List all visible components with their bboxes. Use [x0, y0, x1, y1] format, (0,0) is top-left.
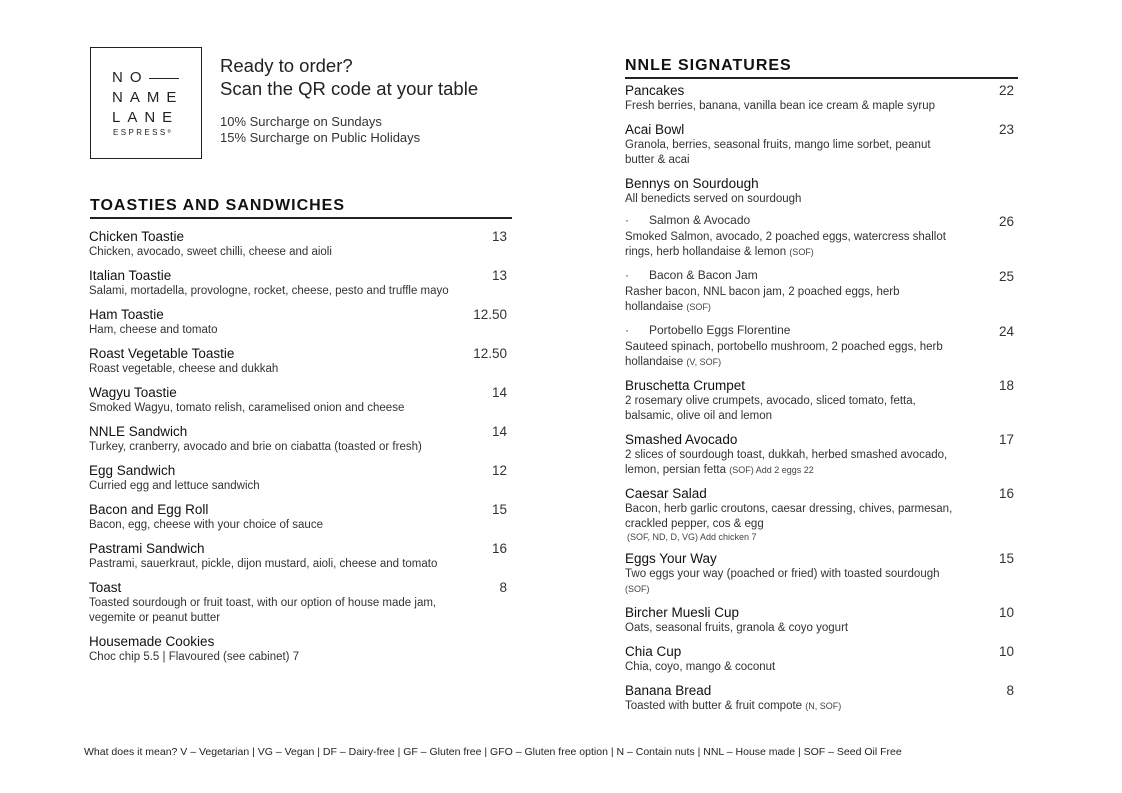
item-name: Bruschetta Crumpet [625, 378, 746, 393]
menu-item-banana-bread [625, 683, 1014, 714]
desc-text: Two eggs your way (poached or fried) with toasted sourdough [625, 568, 940, 580]
item-price: 10 [998, 644, 1014, 659]
item-price: 14 [491, 385, 507, 400]
diet-tag: (SOF) Add 2 eggs 22 [729, 465, 814, 475]
item-price: 12.50 [473, 346, 507, 361]
intro [220, 54, 478, 146]
item-price: 16 [998, 486, 1014, 501]
menu-item [89, 346, 507, 377]
item-desc: Oats, seasonal fruits, granola & coyo yogurt [625, 622, 849, 634]
item-desc: Fresh berries, banana, vanilla bean ice cream & maple syrup [625, 100, 936, 112]
item-desc: Salami, mortadella, provologne, rocket, cheese, pesto and truffle mayo [89, 285, 449, 297]
item-price: 15 [491, 502, 507, 517]
item-desc: Roast vegetable, cheese and dukkah [89, 363, 279, 375]
item-price: 23 [998, 122, 1014, 137]
menu-item [89, 424, 507, 455]
signatures-list [625, 83, 1014, 722]
surcharges [220, 114, 478, 146]
benny-portobello [625, 323, 1014, 370]
item-desc: Pastrami, sauerkraut, pickle, dijon mustard, aioli, cheese and tomato [89, 558, 438, 570]
item-price: 17 [998, 432, 1014, 447]
menu-item [89, 268, 507, 299]
item-name: Chia Cup [625, 644, 682, 659]
logo [90, 47, 202, 159]
item-name: Banana Bread [625, 683, 712, 698]
menu-item-bennys [625, 176, 1014, 207]
item-price: 8 [1006, 683, 1014, 698]
diet-note: (SOF, ND, D, VG) Add chicken 7 [627, 532, 757, 542]
desc-text: Rasher bacon, NNL bacon jam, 2 poached eggs, herb hollandaise [625, 286, 900, 313]
menu-item [89, 541, 507, 572]
item-name: Wagyu Toastie [89, 385, 177, 400]
logo-dash [149, 78, 179, 79]
item-desc: Smoked Wagyu, tomato relish, caramelised onion and cheese [89, 402, 405, 414]
bullet: · [625, 268, 629, 282]
item-name: Acai Bowl [625, 122, 685, 137]
item-desc [625, 340, 955, 370]
item-name: Bircher Muesli Cup [625, 605, 740, 620]
diet-tag: (SOF) [686, 302, 711, 312]
item-desc: Ham, cheese and tomato [89, 324, 218, 336]
item-name: Caesar Salad [625, 486, 707, 501]
benny-salmon-avocado [625, 213, 1014, 260]
intro-line-2: Scan the QR code at your table [220, 78, 479, 99]
logo-line-4: ESPRESSº [113, 128, 173, 137]
menu-item [89, 385, 507, 416]
sub-name: Bacon & Bacon Jam [649, 268, 758, 282]
item-desc: 2 rosemary olive crumpets, avocado, sliced tomato, fetta, balsamic, olive oil and lemon [625, 395, 916, 422]
toasties-list [89, 229, 507, 673]
item-name: Italian Toastie [89, 268, 172, 283]
logo-line-3: LANE [112, 109, 180, 126]
bullet: · [625, 323, 629, 337]
item-price: 16 [491, 541, 507, 556]
menu-item [89, 307, 507, 338]
signatures-section-title: NNLE SIGNATURES [625, 57, 1018, 79]
item-name: Housemade Cookies [89, 634, 215, 649]
item-price: 22 [998, 83, 1014, 98]
item-name: Chicken Toastie [89, 229, 185, 244]
diet-tag: (SOF) [625, 584, 650, 594]
item-price: 18 [998, 378, 1014, 393]
desc-text: Sauteed spinach, portobello mushroom, 2 poached eggs, herb hollandaise [625, 341, 943, 368]
item-desc [625, 567, 955, 597]
menu-item [89, 229, 507, 260]
item-price: 10 [998, 605, 1014, 620]
menu-item [89, 634, 507, 665]
item-desc: Bacon, herb garlic croutons, caesar dressing, chives, parmesan, crackled pepper, cos & egg [625, 503, 953, 530]
menu-item-smashed-avocado [625, 432, 1014, 478]
item-price: 12 [491, 463, 507, 478]
item-name: Smashed Avocado [625, 432, 738, 447]
menu-item-pancakes [625, 83, 1014, 114]
item-desc: Chia, coyo, mango & coconut [625, 661, 776, 673]
item-price: 26 [998, 214, 1014, 229]
item-name: Roast Vegetable Toastie [89, 346, 235, 361]
item-desc [625, 448, 955, 478]
sub-name: Salmon & Avocado [649, 213, 751, 227]
item-price: 25 [998, 269, 1014, 284]
desc-text: Smoked Salmon, avocado, 2 poached eggs, watercress shallot rings, herb hollandaise & lemon [625, 231, 946, 258]
surcharge-sundays: 10% Surcharge on Sundays [220, 114, 382, 129]
item-desc: Granola, berries, seasonal fruits, mango lime sorbet, peanut butter & acai [625, 139, 931, 166]
item-name: Bacon and Egg Roll [89, 502, 209, 517]
benny-bacon-jam [625, 268, 1014, 315]
item-name: Bennys on Sourdough [625, 176, 759, 191]
item-name: NNLE Sandwich [89, 424, 188, 439]
item-desc: Chicken, avocado, sweet chilli, cheese and aioli [89, 246, 332, 258]
sub-name: Portobello Eggs Florentine [649, 323, 791, 337]
toasties-section-title: TOASTIES AND SANDWICHES [90, 197, 512, 219]
intro-line-1: Ready to order? [220, 55, 353, 76]
bullet: · [625, 213, 629, 227]
diet-tag: (SOF) [789, 247, 814, 257]
desc-text: Toasted with butter & fruit compote [625, 700, 803, 712]
dietary-legend: What does it mean? V – Vegetarian | VG – Vegan | DF – Dairy-free | GF – Gluten free | GFO – Gluten free option | N – Contain nuts | NNL – House made | SOF – Seed Oil Free [84, 746, 902, 758]
item-name: Egg Sandwich [89, 463, 176, 478]
menu-item-bruschetta [625, 378, 1014, 424]
item-price: 13 [491, 268, 507, 283]
item-desc: All benedicts served on sourdough [625, 193, 802, 205]
logo-line-2: NAME [112, 89, 184, 106]
item-name: Ham Toastie [89, 307, 164, 322]
item-name: Pastrami Sandwich [89, 541, 205, 556]
item-desc [625, 230, 955, 260]
menu-item [89, 502, 507, 533]
item-desc: Turkey, cranberry, avocado and brie on ciabatta (toasted or fresh) [89, 441, 422, 453]
item-name: Toast [89, 580, 122, 595]
item-price: 15 [998, 551, 1014, 566]
menu-item [89, 463, 507, 494]
item-desc [625, 699, 955, 714]
item-desc: Choc chip 5.5 | Flavoured (see cabinet) 7 [89, 651, 300, 663]
item-price: 14 [491, 424, 507, 439]
item-desc: Toasted sourdough or fruit toast, with our option of house made jam, vegemite or peanut butter [89, 597, 437, 624]
item-price: 24 [998, 324, 1014, 339]
menu-item-acai [625, 122, 1014, 168]
diet-tag: (N, SOF) [805, 701, 842, 711]
item-price: 13 [491, 229, 507, 244]
item-price: 8 [499, 580, 507, 595]
menu-item-bircher [625, 605, 1014, 636]
diet-tag: (V, SOF) [686, 357, 722, 367]
desc-text: 2 slices of sourdough toast, dukkah, herbed smashed avocado, lemon, persian fetta [625, 449, 948, 476]
menu-item-caesar [625, 486, 1014, 543]
item-desc: Bacon, egg, cheese with your choice of sauce [89, 519, 323, 531]
menu-item [89, 580, 507, 626]
item-price: 12.50 [473, 307, 507, 322]
item-desc [625, 285, 955, 315]
surcharge-holidays: 15% Surcharge on Public Holidays [220, 130, 421, 145]
item-desc: Curried egg and lettuce sandwich [89, 480, 260, 492]
logo-line-1: NO [112, 69, 149, 86]
menu-item-chia [625, 644, 1014, 675]
menu-item-eggs [625, 551, 1014, 597]
item-name: Eggs Your Way [625, 551, 717, 566]
item-name: Pancakes [625, 83, 685, 98]
